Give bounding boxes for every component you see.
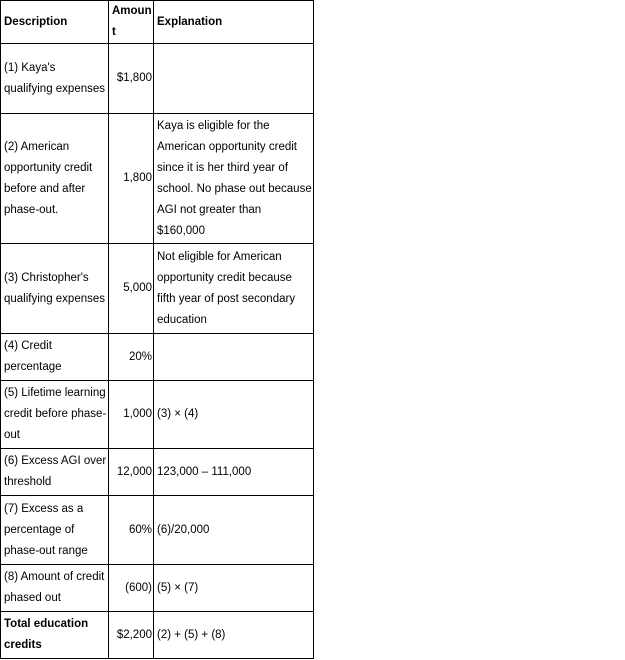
table-row [1, 496, 314, 565]
row-amount: 60% [109, 496, 154, 565]
row-description: (1) Kaya's qualifying expenses [1, 44, 109, 114]
row-description: (8) Amount of credit phased out [1, 565, 109, 612]
table-row [1, 334, 314, 381]
row-description: (4) Credit percentage [1, 334, 109, 381]
table-row [1, 114, 314, 244]
row-amount: 5,000 [109, 244, 154, 334]
row-description: (6) Excess AGI over threshold [1, 449, 109, 496]
row-explanation: (5) × (7) [154, 565, 314, 612]
row-amount: 12,000 [109, 449, 154, 496]
row-description: (2) American opportunity credit before and after phase-out. [1, 114, 109, 244]
row-description: (3) Christopher's qualifying expenses [1, 244, 109, 334]
row-explanation [154, 44, 314, 114]
row-description: (7) Excess as a percentage of phase-out range [1, 496, 109, 565]
row-explanation [154, 334, 314, 381]
header-description: Description [1, 1, 109, 44]
total-explanation: (2) + (5) + (8) [154, 612, 314, 659]
table-row [1, 44, 314, 114]
row-explanation: 123,000 – 111,000 [154, 449, 314, 496]
row-amount: 20% [109, 334, 154, 381]
header-amount: Amount [109, 1, 154, 44]
header-explanation: Explanation [154, 1, 314, 44]
row-amount: (600) [109, 565, 154, 612]
table-row [1, 449, 314, 496]
row-explanation: Not eligible for American opportunity credit because fifth year of post secondary education [154, 244, 314, 334]
table-row [1, 381, 314, 449]
table-row [1, 244, 314, 334]
row-amount: 1,800 [109, 114, 154, 244]
header-row [1, 1, 314, 44]
table-row [1, 565, 314, 612]
row-amount: $1,800 [109, 44, 154, 114]
row-explanation: (6)/20,000 [154, 496, 314, 565]
total-row [1, 612, 314, 659]
row-explanation: (3) × (4) [154, 381, 314, 449]
row-description: (5) Lifetime learning credit before phase-out [1, 381, 109, 449]
total-amount: $2,200 [109, 612, 154, 659]
row-explanation: Kaya is eligible for the American opportunity credit since it is her third year of school. No phase out because AGI not greater than $160,000 [154, 114, 314, 244]
row-amount: 1,000 [109, 381, 154, 449]
total-description: Total education credits [1, 612, 109, 659]
